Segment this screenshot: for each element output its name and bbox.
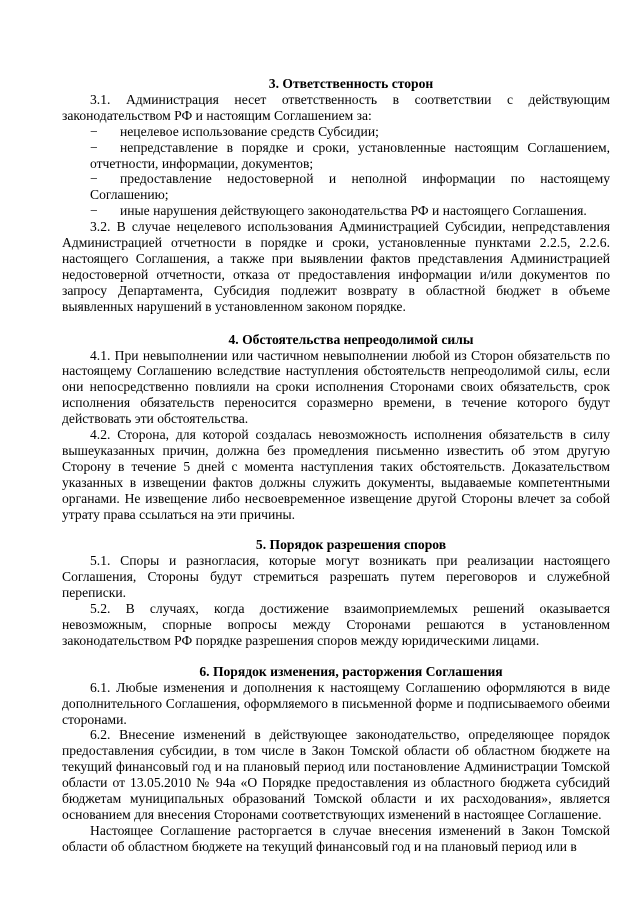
dash-icon: − — [90, 139, 98, 155]
paragraph-6-3: Настоящее Соглашение расторгается в случае внесения изменений в Закон Томской области об областном бюджете на текущий финансовый год и на плановый период или в — [62, 822, 610, 854]
list-item-text: предоставление недостоверной и неполной информации по настоящему Соглашению; — [90, 171, 610, 203]
list-item-text: иные нарушения действующего законодательства РФ и настоящего Соглашения. — [120, 203, 587, 219]
paragraph-6-1: 6.1. Любые изменения и дополнения к настоящему Соглашению оформляются в виде дополнительного Соглашения, оформляемого в письменной форме и подписываемого обеими сторонами. — [62, 679, 610, 727]
list-item — [62, 140, 610, 172]
section-6-heading: 6. Порядок изменения, расторжения Соглашения — [199, 663, 503, 679]
list-item — [62, 203, 610, 219]
section-4-heading: 4. Обстоятельства непреодолимой силы — [228, 331, 474, 347]
paragraph-5-1: 5.1. Споры и разногласия, которые могут возникать при реализации настоящего Соглашения, Стороны будут стремиться разрешать путем переговоров и служебной переписки. — [62, 553, 610, 601]
dash-icon: − — [90, 203, 98, 219]
dash-icon: − — [90, 123, 98, 139]
list-item-text: нецелевое использование средств Субсидии; — [120, 123, 379, 139]
list-item — [62, 124, 610, 140]
paragraph-5-2: 5.2. В случаях, когда достижение взаимоприемлемых решений оказывается невозможным, спорные вопросы между Сторонами решаются в установленном законодательством РФ порядке разрешения споров между юридическими лицами. — [62, 601, 610, 648]
dash-icon: − — [90, 171, 98, 187]
paragraph-3-1: 3.1. Администрация несет ответственность в соответствии с действующим законодательством РФ и настоящим Соглашением за: — [62, 91, 610, 123]
section-3-heading: 3. Ответственность сторон — [268, 76, 434, 91]
list-item-text: непредставление в порядке и сроки, установленные настоящим Соглашением, отчетности, информации, документов; — [90, 139, 610, 171]
paragraph-6-2: 6.2. Внесение изменений в действующее законодательство, определяющее порядок предоставления субсидии, в том числе в Закон Томской области об областном бюджете на текущий финансовый год и на плановый период или постановление Администрации Томской области от 13.05.2010 № 94а «О Порядке предоставления из областного бюджета субсидий бюджетам муниципальных образований Томской области и их расходования», является основанием для внесения Сторонами соответствующих изменений в настоящее Соглашение. — [62, 727, 610, 822]
paragraph-3-2: 3.2. В случае нецелевого использования Администрацией Субсидии, непредставления Администрацией отчетности в порядке и сроки, установленные пунктами 2.2.5, 2.2.6. настоящего Соглашения, а также при выявлении фактов представления Администрацией недостоверной отчетности, отказа от предоставления информации и/или документов по запросу Департамента, Субсидия подлежит возврату в областной бюджет в объеме выявленных нарушений в установленном законом порядке. — [62, 219, 610, 314]
document-page — [62, 76, 610, 855]
section-5-heading: 5. Порядок разрешения споров — [255, 537, 447, 553]
list-item — [62, 171, 610, 203]
paragraph-4-2: 4.2. Сторона, для которой создалась невозможность исполнения обязательств в силу вышеуказанных причин, должна без промедления письменно известить об этом другую Сторону в течение 5 дней с момента наступления таких обстоятельств. Доказательством указанных в извещении фактов должны служить документы, выдаваемые компетентными органами. Не извещение либо несвоевременное извещение другой Стороны влечет за собой утрату права ссылаться на эти причины. — [62, 427, 610, 522]
paragraph-4-1: 4.1. При невыполнении или частичном невыполнении любой из Сторон обязательств по настоящему Соглашению вследствие наступления обстоятельств непреодолимой силы, если они непосредственно повлияли на сроки исполнения Сторонами своих обязательств, срок исполнения обязательств переносится соразмерно времени, в течение которого будут действовать эти обстоятельства. — [62, 347, 610, 427]
